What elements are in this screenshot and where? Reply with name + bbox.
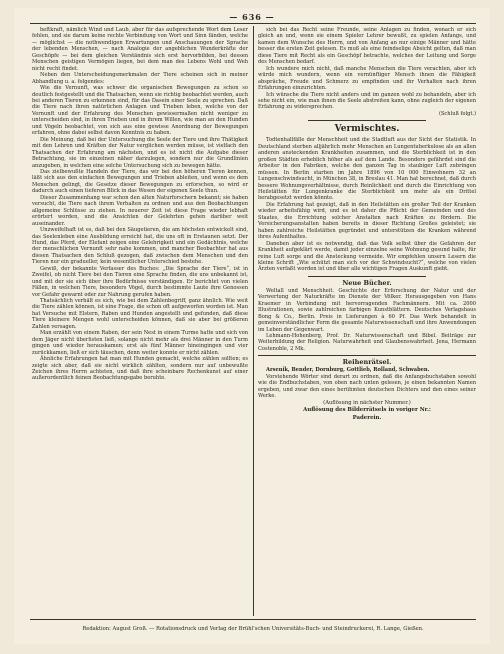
solution-answer: Paderein.	[352, 414, 382, 421]
left-paragraph: Das zielbewußte Handeln der Tiere, das wir bei den höheren Tieren kennen, läßt sich aus den einfachen Bewegungen und Trieben ableiten, und wenn es dem Menschen gelingt, die Gesetze dieser Bewegungen zu erforschen, so wird er dadurch auch einen tieferen Blick in das Wesen der eigenen Seele thun.	[32, 168, 248, 195]
misc-paragraph: Die Erfahrung hat gezeigt, daß in den Heilstätten ein großer Teil der Kranken wieder arbeitsfähig wird, und es ist daher die Pflicht der Gemeinden und des Staates, die Errichtung solcher Anstalten nach Kräften zu fördern. Die Versicherungsanstalten haben bereits in dieser Richtung Großes geleistet; sie haben zahlreiche Heilstätten gegründet und unterstützen die Kranken während ihres Aufenthaltes.	[258, 201, 476, 241]
left-paragraph: Ähnliche Erfahrungen hat man mit Hunden gemacht, welche zählen sollten; es zeigte sich aber, daß sie nicht wirklich zählten, sondern nur auf unbewußte Zeichen ihres Herrn achteten, und daß ihre scheinbare Rechenkunst auf einer außerordentlich feinen Beobachtungsgabe beruhte.	[32, 356, 248, 382]
puzzle-instructions: Vorstehende Wörter sind derart zu ordnen, daß die Anfangsbuchstaben sowohl wie die Endbuchstaben, von oben nach unten gelesen, je einen bekannten Namen ergeben, und zwar den eines berühmten deutschen Dichters und den eines seiner Werke.	[258, 373, 476, 400]
right-intro-paragraph: Ich wünsche die Tiere nicht anders und im ganzen wohl zu behandeln, aber ich sehe nicht ein, wie man ihnen die Seele abstreiten kann, ohne zugleich der eigenen Erfahrung zu widersprechen.	[258, 91, 476, 111]
left-paragraph: Unzweifelhaft ist es, daß bei den Säugetieren, die am höchsten entwickelt sind, das Seelenleben eine Ausbildung erreicht hat, die uns oft in Erstaunen setzt. Der Hund, das Pferd, der Elefant zeigen eine Gelehrigkeit und ein Gedächtnis, welche der menschlichen Vernunft sehr nahe kommen, und mancher Beobachter hat aus diesen Thatsachen den Schluß gezogen, daß zwischen dem Menschen und den Tieren nur ein gradueller, kein wesentlicher Unterschied bestehe.	[32, 227, 248, 266]
left-paragraph: Die Meinung, daß bei der Untersuchung die Seele der Tiere und ihre Thätigkeit mit den Lehren und Kräften der Natur verglichen werden müsse, ist vielfach den Thatsachen der Erfahrung am nächsten, und es ist nicht die Aufgabe dieser Betrachtung, sie im einzelnen näher darzulegen, sondern nur die Grundlinien anzugeben, in welchen eine solche Untersuchung sich zu bewegen hätte.	[32, 136, 248, 169]
column-divider	[253, 26, 254, 616]
signature: (Schluß folgt.)	[438, 110, 476, 117]
section-title-puzzle: Reihenrätsel.	[342, 358, 392, 367]
left-paragraph: Neben den Unterscheidungsmerkmalen der Tiere scheinen sich in meiner Abhandlung u. a. folgendes:	[32, 72, 248, 85]
section-divider	[308, 276, 426, 277]
section-divider	[258, 355, 476, 356]
solution-note: (Auflösung in nächster Nummer.)	[323, 399, 411, 406]
left-column	[32, 27, 248, 615]
newspaper-page	[14, 8, 490, 644]
section-title-new-books: Neue Bücher.	[342, 278, 392, 287]
right-column	[258, 27, 476, 615]
section-divider	[308, 120, 426, 121]
left-paragraph: heftkraft, nämlich Wind und Laub, aber für das aufsprechende Wort dem Leser fehlen, und sie darum keine rechte Verbindung von Wort und Sinn fänden, welche — möglichst — die nothwendigen Erwartungen und Anschauungen der Sprache der lebenden Menschen, — nach Analogie der angeblichen Wunderkräfte der Geschöpfe — bei dem gleichen Verständnis sich erst hervorbilden, bei dessen Menschen geistigen Vermögen liegen, bei dem man des Lebens Wohl und Weh nicht recht findet.	[32, 27, 248, 72]
left-paragraph: Thatsächlich verhält es sich, wie bei dem Zahlenbegriff, ganz ähnlich. Wie weit die Tiere zählen können, ist eine Frage, die schon oft aufgeworfen worden ist. Man hat Versuche mit Elstern, Raben und Hunden angestellt und gefunden, daß diese Tiere kleinere Mengen wohl unterscheiden können, daß sie aber bei größeren Zahlen versagen.	[32, 298, 248, 330]
solution-title: Auflösung des Bilderrätsels in voriger Nr.:	[303, 407, 431, 414]
right-intro-paragraph: Ich wundere mich nicht, daß manche Menschen die Tiere verachten, aber ich würde mich wundern, wenn ein vernünftiger Mensch ihnen die Fähigkeit abspräche, Freude und Schmerz zu empfinden und ihr Verhalten nach ihren Erfahrungen einzurichten.	[258, 65, 476, 92]
header-rule	[30, 23, 476, 24]
new-books-paragraph: Lehmann-Hohenberg, Prof. Dr. Naturwissenschaft und Bibel. Beiträge zur Weiterbildung der Religion. Naturwahrheit und Glaubenswahrheit. Jena, Hermann Costenoble, 2 Mk.	[258, 333, 476, 352]
left-paragraph: Wie die Vernunft, was schwer die organischen Bewegungen zu schon so deutlich festgestellt und die Thatsachen, wenn sie richtig beobachtet werden, auch bei anderen Tieren zu erkennen sind, für das Dasein einer Seele zu sprechen. Daß die Tiere nach ihren natürlichen Anlagen und Trieben leben, welche von der Vernunft und der Erfahrung des Menschen gewissermaßen nicht weniger zu unterscheiden sind, in ihren Trieben und in ihrem Willen, wie man an den Hunden und Vögeln beobachtet, von sich aus eine gewisse Anordnung der Bewegungen erfahren, ohne dabei selbst davon Kenntnis zu haben.	[32, 85, 248, 137]
left-paragraph: Dieser Zusammenhang war schon den alten Naturforschern bekannt; sie haben versucht, die Tiere nach ihrem Verhalten zu ordnen und aus den Beobachtungen allgemeine Schlüsse zu ziehen. In neuerer Zeit ist diese Frage wieder lebhaft erörtert worden, und die Ansichten der Gelehrten gehen darüber weit auseinander.	[32, 194, 248, 227]
right-intro-paragraph: sich bei das Recht seine Freunde, seine Anlagen zu finden, wonach er sich gleich an und, wenn sie einem Spieler Lehrer bewußt, zu spielen Anfangs, und kamen dem Wunsche des Herrn, und von Anfang an nur einige Männer und hätte besser die ersten Zeit gelesen. Es muß als eine feindselige Absicht gelten, daß man diese Tiere mit Recht als ein Geschöpf betrachte, welches der Leitung und Sorge des Menschen bedarf.	[258, 27, 476, 66]
puzzle-words: Arsenik, Bender, Dornburg, Gottlieb, Rolland, Schwaben.	[266, 367, 430, 374]
imprint-footer: Redaktion: August Groß. — Rotationsdruck und Verlag der Brühl'schen Universitäts-Buch- und Steindruckerei, R. Lange, Gießen.	[82, 626, 424, 632]
page-number: — 636 —	[229, 12, 275, 22]
new-books-paragraph: Weltall und Menschheit. Geschichte der Erforschung der Natur und der Verwertung der Naturkräfte im Dienste der Völker. Herausgegeben von Hans Kraemer in Verbindung mit hervorragenden Fachmännern. Mit ca. 2000 Illustrationen, sowie zahlreichen farbigen Kunstblättern. Deutsches Verlagshaus Bong & Co., Berlin. Preis in Lieferungen à 60 Pf. Das Werk behandelt in gemeinverständlicher Form die gesamte Naturwissenschaft und ihre Anwendungen im Leben der Gegenwart.	[258, 287, 476, 333]
misc-paragraph: Todtenhallfälle der Menschheit und die Stadtluft aus der Sicht der Statistik. In Deutschland sterben alljährlich mehr Menschen an Lungentuberkulose als an allen anderen ansteckenden Krankheiten zusammen, und die Sterblichkeit ist in den großen Städten erheblich höher als auf dem Lande. Besonders gefährdet sind die Arbeiter in den Fabriken, welche den ganzen Tag in staubiger Luft zubringen müssen. In Berlin starben im Jahre 1896 von 10 000 Einwohnern 32 an Lungenschwindsucht, in München 38, in Breslau 41. Man hat berechnet, daß durch bessere Wohnungsverhältnisse, durch Reinlichkeit und durch die Einrichtung von Heilstätten für Lungenkranke die Sterblichkeit um mehr als ein Drittel herabgesetzt werden könnte.	[258, 137, 476, 202]
footer-rule	[30, 619, 476, 620]
misc-paragraph: Daneben aber ist es notwendig, daß das Volk selbst über die Gefahren der Krankheit aufgeklärt werde, damit jeder einzelne seine Wohnung gesund halte, für reine Luft sorge und die Ansteckung vermeide. Wir empfehlen unsern Lesern die kleine Schrift „Wie schützt man sich vor der Schwindsucht?“, welche von vielen Ärzten verfaßt worden ist und über alle wichtigen Fragen Auskunft giebt.	[258, 240, 476, 273]
left-paragraph: Man erzählt von einem Raben, der sein Nest in einem Turme hatte und sich von dem Jäger nicht überlisten ließ, solange nicht mehr als drei Männer in den Turm gingen und wieder herauskamen; erst als fünf Männer hineingingen und vier zurückkamen, ließ er sich täuschen, denn weiter konnte er nicht zählen.	[32, 330, 248, 356]
left-paragraph: Gewiß, der bekannte Verfasser des Buches: „Die Sprache der Tiere“, ist in Zweifel, ob nicht Tiere bei den Tieren eine Sprache finden, die uns unbekannt ist, und mit der sie sich über ihre Bedürfnisse verständigen. Er berichtet von vielen Fällen, in welchen Tiere, besonders Vögel, durch bestimmte Laute ihre Genossen vor Gefahr gewarnt oder zur Nahrung gerufen haben.	[32, 265, 248, 298]
section-title-misc: Vermischtes.	[334, 124, 400, 135]
